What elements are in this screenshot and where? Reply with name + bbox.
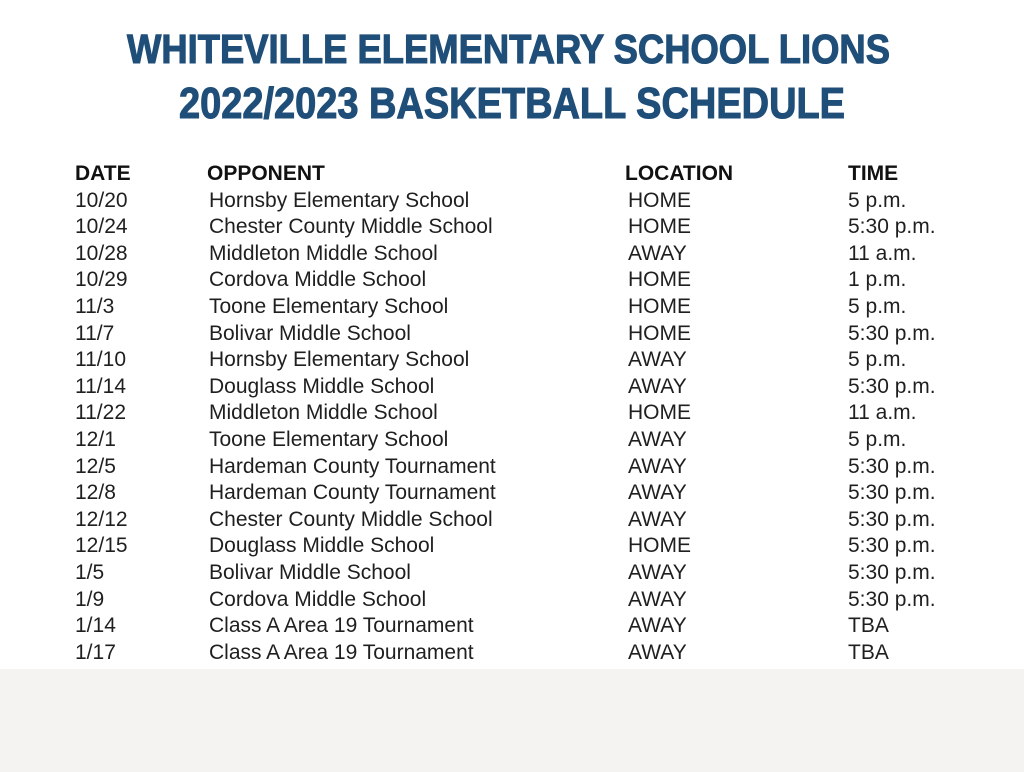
cell-opponent: Class A Area 19 Tournament <box>209 614 474 638</box>
table-row <box>75 214 984 241</box>
cell-opponent: Hardeman County Tournament <box>209 454 496 478</box>
cell-location: HOME <box>628 401 691 425</box>
cell-date: 11/3 <box>75 294 115 318</box>
cell-time: 5:30 p.m. <box>848 481 936 505</box>
cell-time: 5 p.m. <box>848 294 907 318</box>
cell-time: TBA <box>848 640 889 664</box>
table-row <box>75 454 984 481</box>
cell-date: 10/20 <box>75 188 128 212</box>
cell-date: 11/14 <box>75 374 126 398</box>
table-row <box>75 507 984 534</box>
column-header-time: TIME <box>848 162 899 185</box>
cell-location: HOME <box>628 294 691 318</box>
cell-date: 12/1 <box>75 427 116 451</box>
table-row <box>75 188 984 215</box>
cell-date: 1/9 <box>75 587 105 611</box>
column-header-date: DATE <box>75 162 131 185</box>
table-row <box>75 587 984 614</box>
table-row <box>75 347 984 374</box>
cell-time: 5 p.m. <box>848 348 907 372</box>
footer-band <box>0 669 1024 772</box>
cell-time: 5:30 p.m. <box>848 321 936 345</box>
cell-time: 11 a.m. <box>848 401 917 425</box>
cell-location: HOME <box>628 321 691 345</box>
cell-opponent: Bolivar Middle School <box>209 321 411 345</box>
cell-time: 5:30 p.m. <box>848 560 936 584</box>
cell-location: AWAY <box>628 241 687 265</box>
cell-opponent: Toone Elementary School <box>209 294 449 318</box>
title-line-1: WHITEVILLE ELEMENTARY SCHOOL LIONS <box>127 26 890 72</box>
cell-date: 12/12 <box>75 507 128 531</box>
cell-date: 11/7 <box>75 321 115 345</box>
schedule-table <box>75 161 984 666</box>
cell-location: AWAY <box>628 614 687 638</box>
cell-date: 11/10 <box>75 348 126 372</box>
cell-location: AWAY <box>628 507 687 531</box>
cell-date: 10/29 <box>75 268 128 292</box>
cell-date: 1/5 <box>75 560 105 584</box>
table-row <box>75 321 984 348</box>
cell-location: HOME <box>628 215 691 239</box>
cell-time: 5:30 p.m. <box>848 215 936 239</box>
title-line-2: 2022/2023 BASKETBALL SCHEDULE <box>179 79 845 128</box>
cell-location: AWAY <box>628 640 687 664</box>
cell-time: 5:30 p.m. <box>848 507 936 531</box>
cell-opponent: Middleton Middle School <box>209 241 438 265</box>
table-row <box>75 427 984 454</box>
cell-opponent: Bolivar Middle School <box>209 560 411 584</box>
cell-location: AWAY <box>628 481 687 505</box>
cell-time: 5:30 p.m. <box>848 587 936 611</box>
cell-time: TBA <box>848 614 889 638</box>
table-row <box>75 560 984 587</box>
cell-location: HOME <box>628 188 691 212</box>
cell-time: 5 p.m. <box>848 427 907 451</box>
table-row <box>75 267 984 294</box>
cell-date: 11/22 <box>75 401 126 425</box>
table-row <box>75 400 984 427</box>
cell-time: 11 a.m. <box>848 241 917 265</box>
cell-opponent: Chester County Middle School <box>209 507 493 531</box>
cell-date: 10/28 <box>75 241 128 265</box>
cell-time: 5:30 p.m. <box>848 534 936 558</box>
cell-opponent: Cordova Middle School <box>209 268 427 292</box>
cell-opponent: Douglass Middle School <box>209 374 435 398</box>
column-header-location: LOCATION <box>625 162 734 185</box>
table-row <box>75 640 984 667</box>
cell-opponent: Middleton Middle School <box>209 401 438 425</box>
cell-date: 10/24 <box>75 215 128 239</box>
cell-location: AWAY <box>628 560 687 584</box>
cell-opponent: Cordova Middle School <box>209 587 427 611</box>
table-row <box>75 533 984 560</box>
cell-time: 5:30 p.m. <box>848 454 936 478</box>
cell-opponent: Chester County Middle School <box>209 215 493 239</box>
cell-date: 1/17 <box>75 640 116 664</box>
column-header-opponent: OPPONENT <box>207 162 325 185</box>
cell-location: AWAY <box>628 587 687 611</box>
cell-date: 12/8 <box>75 481 116 505</box>
cell-opponent: Douglass Middle School <box>209 534 435 558</box>
cell-location: AWAY <box>628 454 687 478</box>
cell-location: AWAY <box>628 348 687 372</box>
cell-date: 12/15 <box>75 534 128 558</box>
table-row <box>75 241 984 268</box>
cell-opponent: Hornsby Elementary School <box>209 348 470 372</box>
table-row <box>75 374 984 401</box>
cell-location: HOME <box>628 534 691 558</box>
table-header-row <box>75 161 984 188</box>
cell-opponent: Hardeman County Tournament <box>209 481 496 505</box>
cell-opponent: Toone Elementary School <box>209 427 449 451</box>
cell-opponent: Class A Area 19 Tournament <box>209 640 474 664</box>
cell-date: 12/5 <box>75 454 116 478</box>
document-title <box>0 0 1024 140</box>
cell-location: HOME <box>628 268 691 292</box>
cell-location: AWAY <box>628 427 687 451</box>
table-row <box>75 480 984 507</box>
cell-location: AWAY <box>628 374 687 398</box>
cell-time: 1 p.m. <box>848 268 907 292</box>
table-row <box>75 613 984 640</box>
table-row <box>75 294 984 321</box>
cell-opponent: Hornsby Elementary School <box>209 188 470 212</box>
cell-time: 5 p.m. <box>848 188 907 212</box>
cell-date: 1/14 <box>75 614 116 638</box>
cell-time: 5:30 p.m. <box>848 374 936 398</box>
